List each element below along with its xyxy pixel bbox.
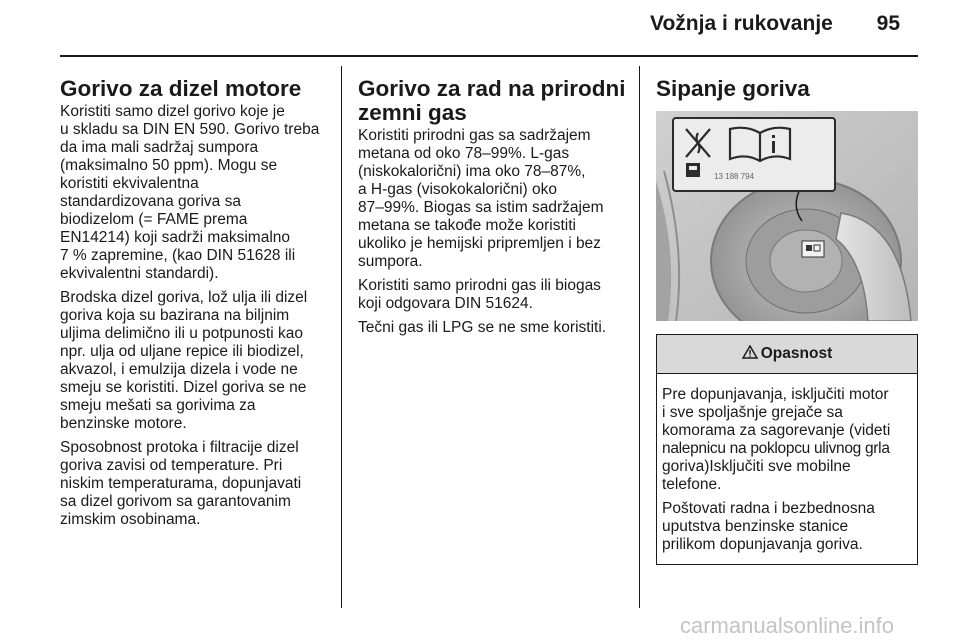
label-code: 13 188 794 xyxy=(714,172,755,181)
text-line: npr. ulja od uljane repice ili biodizel, xyxy=(60,343,304,360)
text-line: smeju se koristiti. Dizel goriva se ne xyxy=(60,379,307,396)
page-number: 95 xyxy=(876,12,900,35)
text-line: metana se takođe može koristiti xyxy=(358,217,576,234)
text-line: ekvivalentni standardi). xyxy=(60,265,219,282)
natural-gas-section xyxy=(358,77,626,343)
paragraph xyxy=(60,289,328,433)
text-line: Poštovati radna i bezbednosna xyxy=(662,500,875,517)
paragraph xyxy=(60,103,328,283)
fuel-flap-drawing xyxy=(656,111,918,321)
text-line: smeju mešati sa gorivima za xyxy=(60,397,256,414)
section-heading xyxy=(358,77,626,125)
text-line: koji odgovara DIN 51624. xyxy=(358,295,533,312)
text-line: a H-gas (visokokalorični) oko xyxy=(358,181,557,198)
text-line: (maksimalno 50 ppm). Mogu se xyxy=(60,157,278,174)
text-line: da ima mali sadržaj sumpora xyxy=(60,139,259,156)
paragraph xyxy=(358,127,626,271)
text-line: metana od oko 78–99%. L-gas xyxy=(358,145,570,162)
header-rule xyxy=(60,55,918,57)
text-line: Koristiti prirodni gas sa sadržajem xyxy=(358,127,591,144)
text-line: telefone. xyxy=(662,476,722,493)
warning-title: Opasnost xyxy=(760,345,833,362)
text-line: nalepnicu na poklopcu ulivnog grla xyxy=(662,440,890,457)
text-line: standardizovana goriva sa xyxy=(60,193,241,210)
text-line: u skladu sa DIN EN 590. Gorivo treba xyxy=(60,121,320,138)
text-line: goriva zavisi od temperature. Pri xyxy=(60,457,283,474)
text-line: koristiti ekvivalentna xyxy=(60,175,199,192)
paragraph xyxy=(358,277,626,313)
warning-header xyxy=(657,335,917,374)
danger-warning-box xyxy=(656,334,918,565)
text-line: goriva)Isključiti sve mobilne xyxy=(662,458,851,475)
warning-body xyxy=(657,374,917,564)
text-line: akvazol, i emulzija dizela i vode ne xyxy=(60,361,298,378)
text-line: Koristiti samo prirodni gas ili biogas xyxy=(358,277,601,294)
running-header-title: Vožnja i rukovanje xyxy=(650,12,833,35)
fuel-filler-flap-illustration xyxy=(656,111,918,321)
text-line: ukoliko je hemijski pripremljen i bez xyxy=(358,235,601,252)
heading-line: Gorivo za rad na prirodni xyxy=(358,76,626,101)
watermark: carmanualsonline.info xyxy=(680,613,895,638)
paragraph xyxy=(60,439,328,529)
diesel-fuel-section xyxy=(60,77,328,535)
text-line: biodizelom (= FAME prema xyxy=(60,211,248,228)
text-line: benzinske motore. xyxy=(60,415,187,432)
text-line: EN14214) koji sadrži maksimalno xyxy=(60,229,291,246)
section-heading: Sipanje goriva xyxy=(656,76,810,101)
refueling-section xyxy=(656,77,918,565)
text-line: uputstva benzinske stanice xyxy=(662,518,849,535)
text-line: (niskokalorični) ima oko 78–87%, xyxy=(358,163,586,180)
paragraph xyxy=(662,500,917,554)
text-line: zimskim osobinama. xyxy=(60,511,201,528)
text-line: komorama za sagorevanje (videti xyxy=(662,422,891,439)
warning-triangle-icon xyxy=(742,345,758,364)
text-line: goriva koja su bazirana na biljnim xyxy=(60,307,290,324)
paragraph xyxy=(358,319,626,337)
text-line: Pre dopunjavanja, isključiti motor xyxy=(662,386,889,403)
text-line: sa dizel gorivom sa garantovanim xyxy=(60,493,291,510)
text-line: uljima delimično ili u potpunosti kao xyxy=(60,325,303,342)
text-line: 7 % zapremine, (kao DIN 51628 ili xyxy=(60,247,296,264)
text-line: Brodska dizel goriva, lož ulja ili dizel xyxy=(60,289,308,306)
text-line: sumpora. xyxy=(358,253,423,270)
section-heading: Gorivo za dizel motore xyxy=(60,76,302,101)
text-line: Sposobnost protoka i filtracije dizel xyxy=(60,439,299,456)
text-line: niskim temperaturama, dopunjavati xyxy=(60,475,302,492)
heading-line: zemni gas xyxy=(358,100,467,125)
text-line: Koristiti samo dizel gorivo koje je xyxy=(60,103,285,120)
text-line: 87–99%. Biogas sa istim sadržajem xyxy=(358,199,604,216)
column-divider-2 xyxy=(639,66,640,608)
paragraph xyxy=(662,386,917,494)
text-line: Tečni gas ili LPG se ne sme koristiti. xyxy=(358,319,607,336)
column-divider-1 xyxy=(341,66,342,608)
text-line: i sve spoljašnje grejače sa xyxy=(662,404,843,421)
text-line: prilikom dopunjavanja goriva. xyxy=(662,536,863,553)
